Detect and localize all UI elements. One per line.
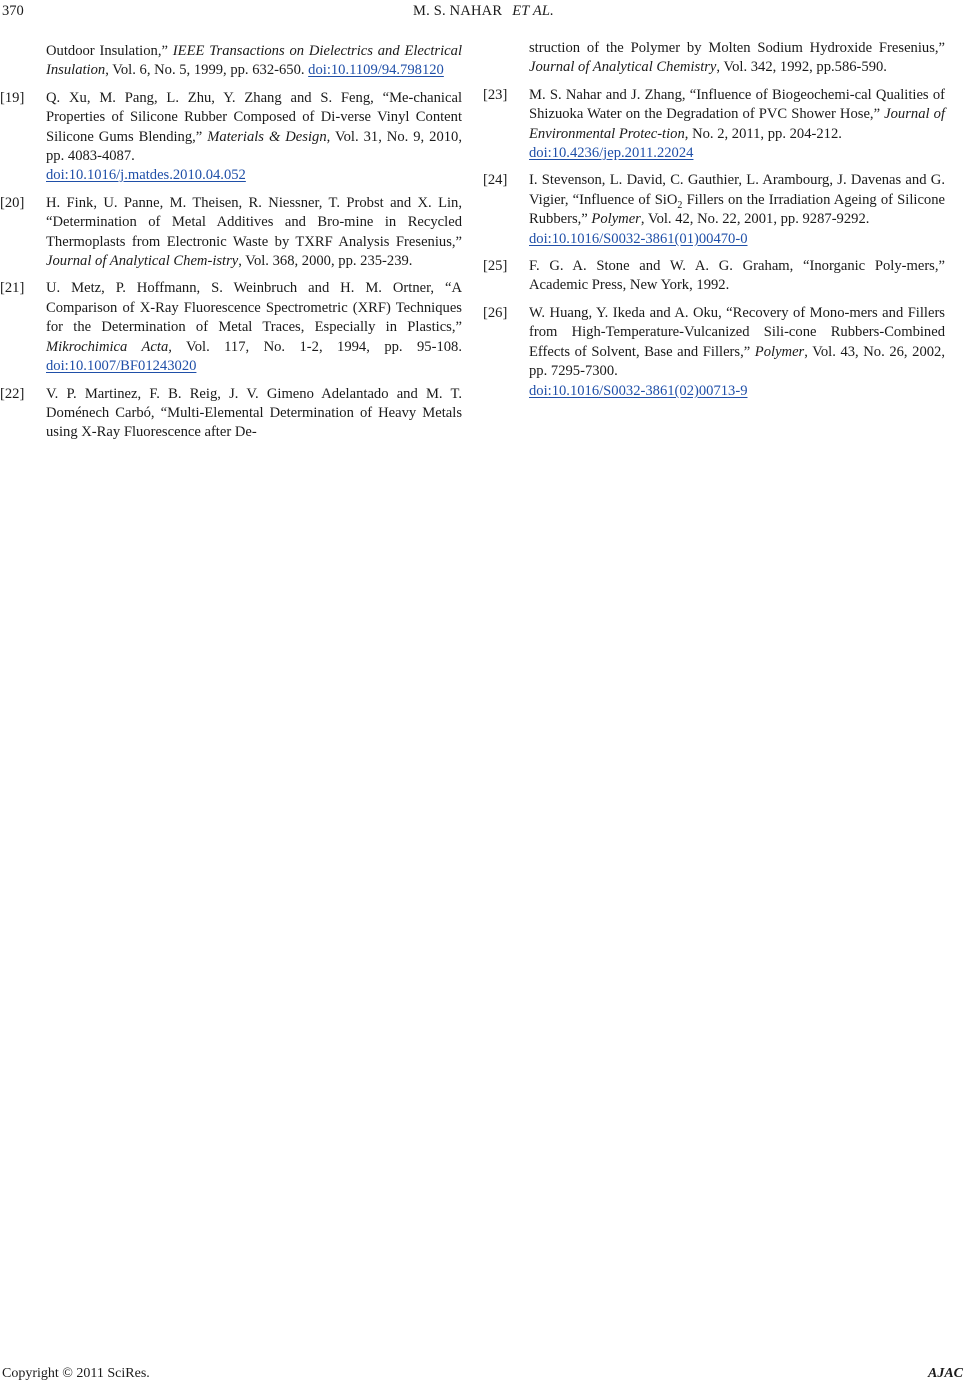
ref-text: , Vol. 342, 1992, pp.586-590. bbox=[716, 59, 887, 76]
ref-text: V. P. Martinez, F. B. Reig, J. V. Gimeno Adelantado and M. T. Doménech Carbó, “Multi-Elemental Determination of Heavy Metals using X-Ray Fluorescence after De- bbox=[46, 385, 462, 441]
running-head-authors: M. S. NAHAR bbox=[413, 3, 503, 19]
ref-journal: Journal of Analytical Chem-istry bbox=[46, 253, 239, 270]
ref-subscript: 2 bbox=[677, 199, 683, 211]
doi-link[interactable]: doi:10.1016/S0032-3861(02)00713-9 bbox=[529, 382, 748, 399]
ref-text: , No. 2, 2011, pp. 204-212. bbox=[684, 125, 842, 142]
ref-number: [26] bbox=[483, 304, 508, 321]
reference-continuation bbox=[26, 42, 462, 81]
ref-journal: Materials & Design bbox=[207, 128, 327, 145]
ref-text: , Vol. 31, No. 9, 2010, pp. 4083-4087. bbox=[46, 128, 463, 165]
reference-19 bbox=[0, 89, 463, 186]
reference-26 bbox=[483, 304, 945, 401]
ref-journal: Mikrochimica Acta, bbox=[46, 338, 172, 355]
ref-text: F. G. A. Stone and W. A. G. Graham, “Inorganic Poly-mers,” Academic Press, New York, 1992. bbox=[529, 258, 945, 294]
ref-number: [19] bbox=[0, 89, 25, 106]
right-column bbox=[483, 39, 945, 409]
reference-22 bbox=[0, 385, 462, 443]
ref-journal: Polymer bbox=[754, 343, 805, 360]
ref-text: struction of the Polymer by Molten Sodium Hydroxide Fresenius,” bbox=[529, 40, 945, 56]
ref-text: Vol. 117, No. 1-2, 1994, pp. 95-108. bbox=[171, 338, 462, 355]
ref-number: [20] bbox=[0, 194, 25, 211]
reference-24 bbox=[483, 171, 945, 249]
page-header bbox=[0, 0, 967, 26]
doi-link[interactable]: doi:10.1007/BF01243020 bbox=[46, 358, 197, 375]
running-head-et-al: ET AL. bbox=[512, 3, 554, 19]
doi-link[interactable]: doi:10.4236/jep.2011.22024 bbox=[529, 145, 694, 162]
ref-text: , Vol. 6, No. 5, 1999, pp. 632-650. bbox=[105, 62, 305, 79]
ref-text: Fillers on the Irradiation Ageing of Silicone Rubbers,” bbox=[529, 191, 945, 228]
ref-text: Q. Xu, M. Pang, L. Zhu, Y. Zhang and S. Feng, “Me-chanical Properties of Silicone Rubber Composed of Di-verse Vinyl Content Silicone Gums Blending,” bbox=[46, 89, 462, 145]
ref-text: , Vol. 368, 2000, pp. 235-239. bbox=[238, 253, 413, 270]
left-column bbox=[0, 42, 463, 451]
reference-23 bbox=[483, 86, 945, 164]
ref-number: [22] bbox=[0, 385, 25, 402]
ref-journal: Journal of Environmental Protec-tion bbox=[529, 106, 945, 142]
reference-continuation bbox=[509, 39, 945, 78]
reference-20 bbox=[0, 194, 462, 272]
ref-text: I. Stevenson, L. David, C. Gauthier, L. Arambourg, J. Davenas and G. Vigier, “Influence of SiO bbox=[529, 172, 945, 208]
ref-number: [23] bbox=[483, 86, 508, 103]
ref-journal: Journal of Analytical Chemistry bbox=[529, 59, 717, 76]
reference-21 bbox=[0, 279, 462, 376]
footer-journal-abbr: AJAC bbox=[927, 1366, 963, 1381]
doi-link[interactable]: doi:10.1016/j.matdes.2010.04.052 bbox=[46, 167, 246, 184]
ref-text: W. Huang, Y. Ikeda and A. Oku, “Recovery of Mono-mers and Fillers from High-Temperature-Vulcanized Sili-cone Rubbers-Combined Effects of Solvent, Base and Fillers,” bbox=[529, 304, 945, 360]
ref-text: H. Fink, U. Panne, M. Theisen, R. Niessner, T. Probst and X. Lin, “Determination of Metal Additives and Bro-mine in Recycled Thermoplasts from Electronic Waste by TXRF Analysis Fresenius,” bbox=[46, 194, 462, 250]
ref-text: , Vol. 43, No. 26, 2002, pp. 7295-7300. bbox=[529, 343, 945, 380]
running-head bbox=[0, 3, 967, 20]
ref-journal: Polymer bbox=[591, 211, 641, 228]
ref-number: [25] bbox=[483, 258, 508, 275]
ref-number: [21] bbox=[0, 280, 25, 297]
ref-journal: IEEE Transactions on Dielectrics and Electrical Insulation bbox=[46, 43, 462, 79]
ref-text: Outdoor Insulation,” bbox=[46, 43, 173, 59]
page-number: 370 bbox=[2, 3, 24, 19]
ref-text: , Vol. 42, No. 22, 2001, pp. 9287-9292. bbox=[640, 211, 870, 228]
doi-link[interactable]: doi:10.1016/S0032-3861(01)00470-0 bbox=[529, 230, 748, 247]
footer-copyright: Copyright © 2011 SciRes. bbox=[2, 1366, 150, 1381]
ref-number: [24] bbox=[483, 172, 508, 189]
doi-link[interactable]: doi:10.1109/94.798120 bbox=[308, 62, 444, 79]
reference-25 bbox=[483, 257, 945, 296]
ref-text: U. Metz, P. Hoffmann, S. Weinbruch and H. M. Ortner, “A Comparison of X-Ray Fluorescence Spectrometric (XRF) Techniques for the Determination of Metal Traces, Especially in Plastics,” bbox=[46, 280, 462, 336]
ref-text: M. S. Nahar and J. Zhang, “Influence of Biogeochemi-cal Qualities of Shizuoka Water on the Degradation of PVC Shower Hose,” bbox=[529, 86, 945, 123]
